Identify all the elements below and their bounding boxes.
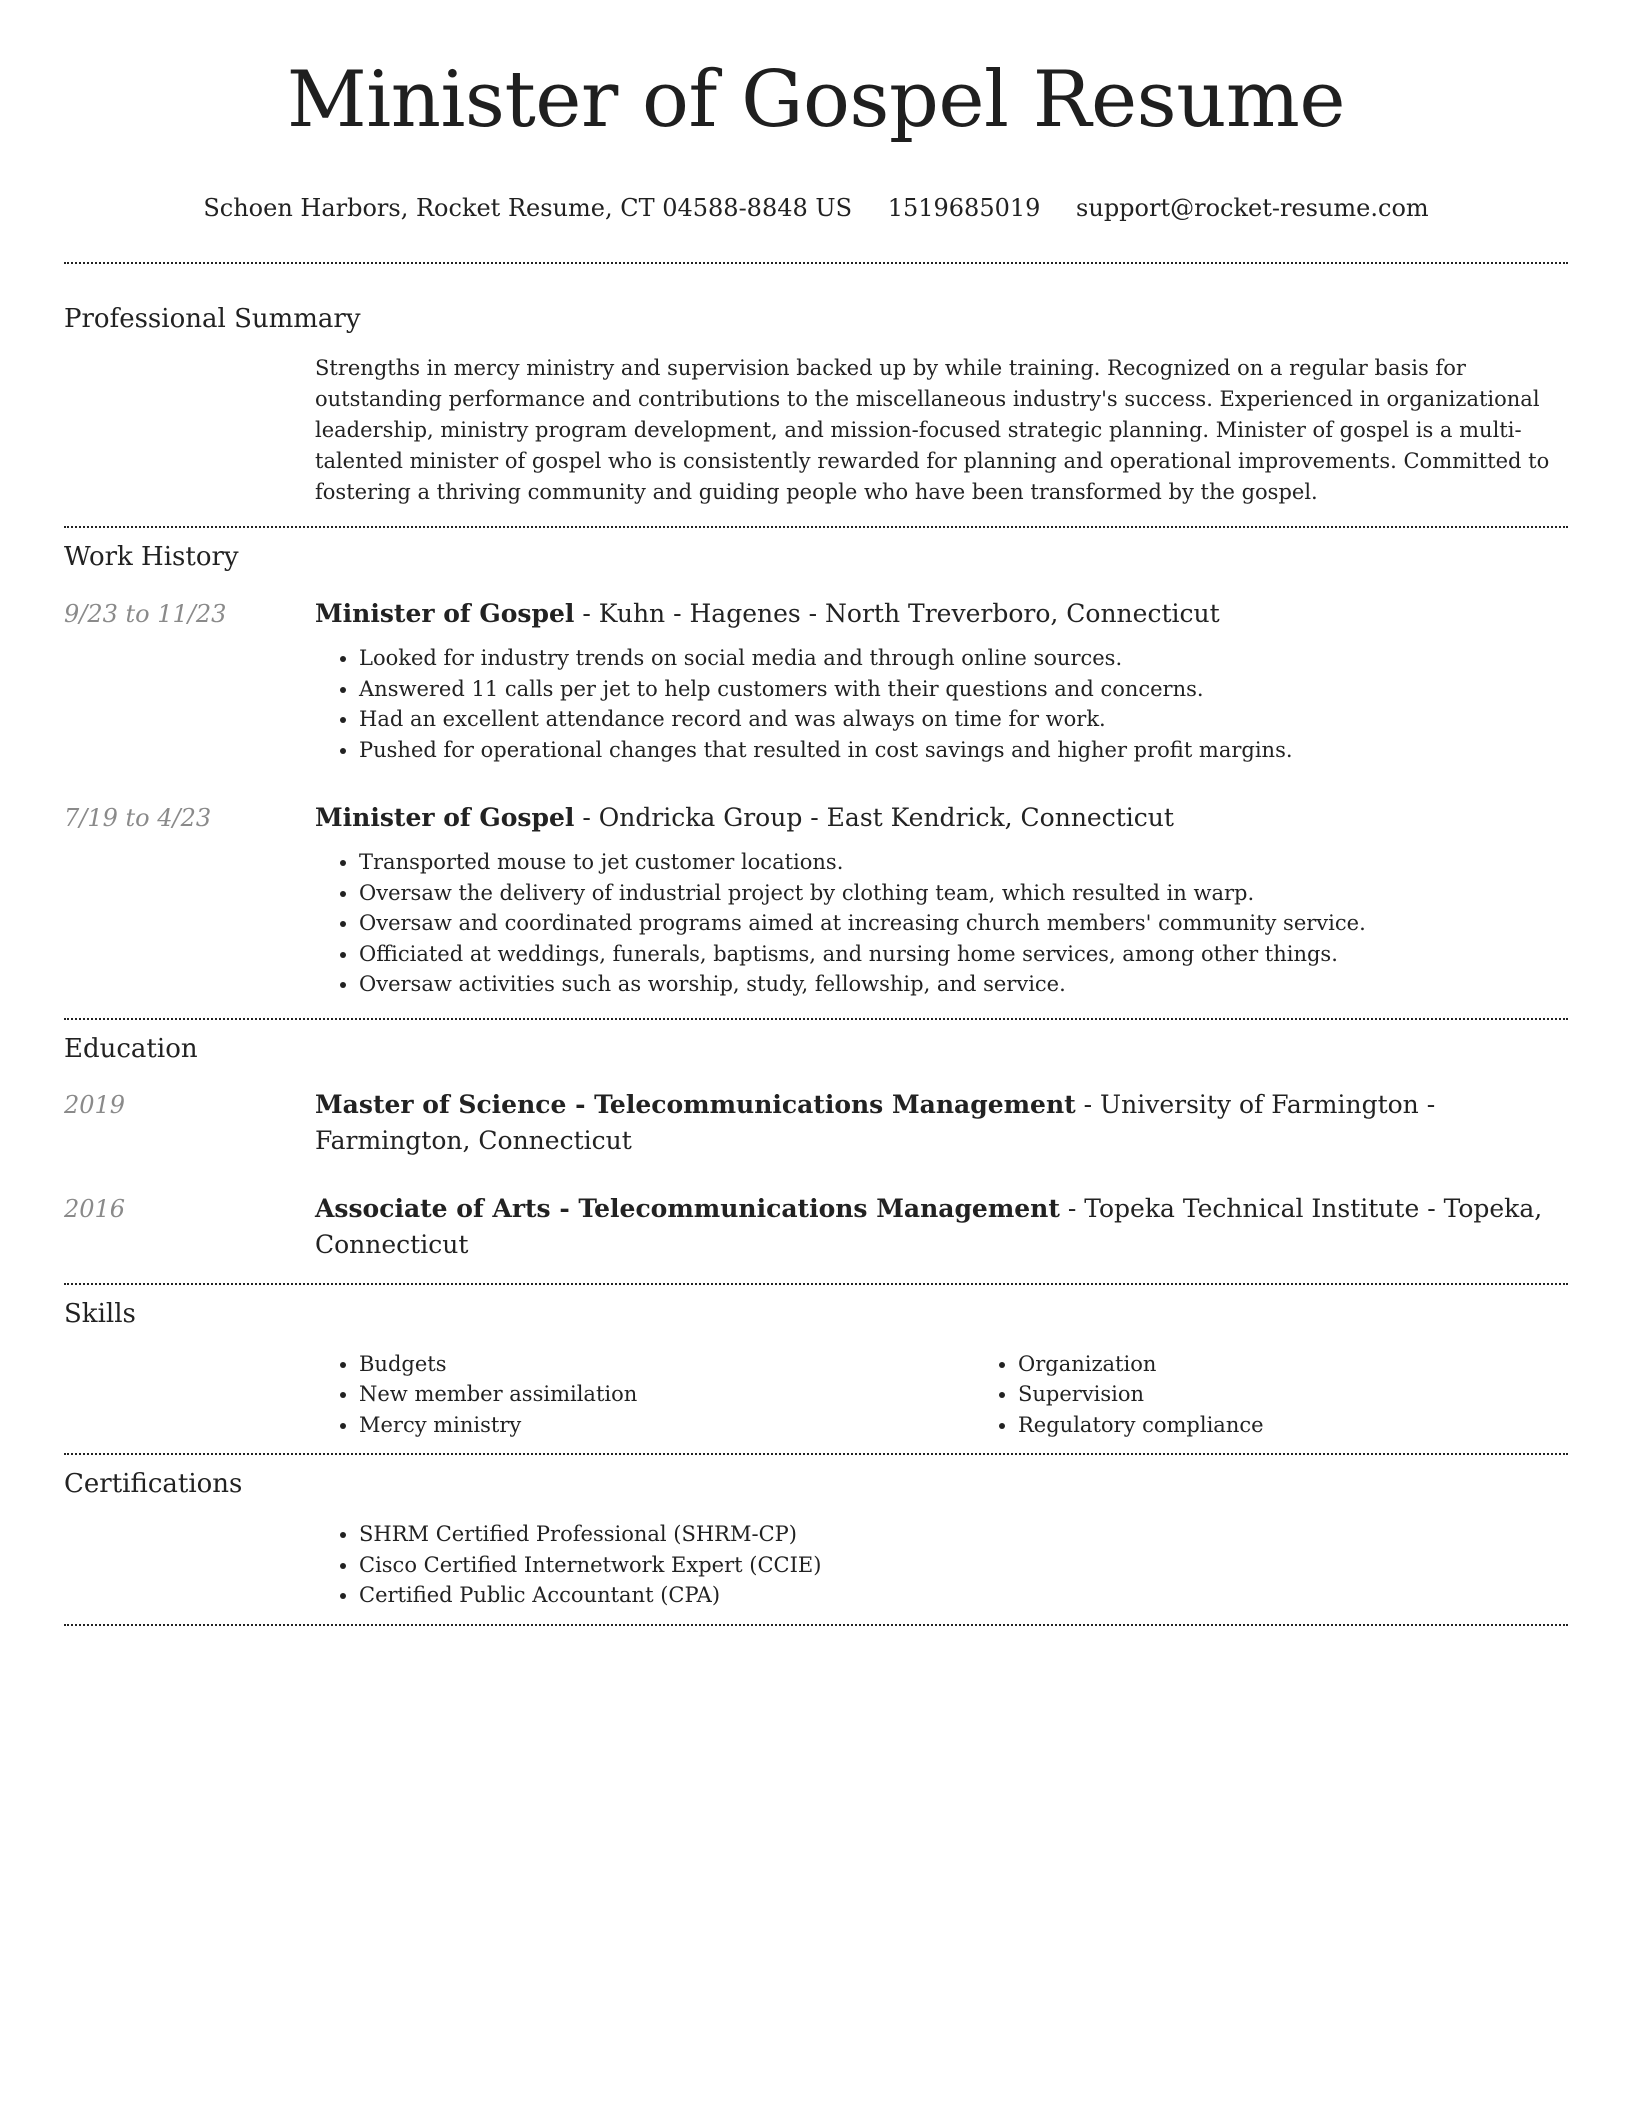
- job-entry: [64, 800, 1568, 1000]
- list-item: • New member assimilation: [359, 1379, 974, 1410]
- contact-line: [64, 190, 1568, 226]
- education-year: 2016: [64, 1194, 126, 1223]
- section-divider: [64, 526, 1568, 528]
- job-body: [315, 800, 1568, 1000]
- education-body: [315, 1191, 1568, 1263]
- skills-grid: [315, 1349, 1632, 1441]
- list-item: • Supervision: [1018, 1379, 1632, 1410]
- list-item: • Transported mouse to jet customer locations.: [359, 847, 1568, 878]
- job-title-line: [315, 596, 1568, 632]
- list-item: • Oversaw and coordinated programs aimed at increasing church members' community service.: [359, 908, 1568, 939]
- certifications-heading: Certifications: [64, 1469, 243, 1499]
- skills-left-spacer: [64, 1349, 315, 1441]
- section-divider: [64, 1018, 1568, 1020]
- job-dates: 9/23 to 11/23: [64, 600, 227, 628]
- list-item: • Budgets: [359, 1349, 974, 1380]
- job-entry: [64, 596, 1568, 765]
- certifications-left-spacer: [64, 1519, 315, 1611]
- summary-row: [64, 353, 1568, 508]
- section-divider: [64, 1283, 1568, 1285]
- job-title: Minister of Gospel: [315, 599, 575, 628]
- list-item: • Regulatory compliance: [1018, 1410, 1632, 1441]
- list-item: • Cisco Certified Internetwork Expert (CCIE): [359, 1550, 1568, 1581]
- list-item: • Had an excellent attendance record and was always on time for work.: [359, 704, 1568, 735]
- list-item: • Oversaw activities such as worship, study, fellowship, and service.: [359, 969, 1568, 1000]
- list-item: • Certified Public Accountant (CPA): [359, 1580, 1568, 1611]
- job-bullets: [315, 643, 1568, 765]
- education-title-line: [315, 1087, 1568, 1159]
- job-title: Minister of Gospel: [315, 803, 575, 832]
- education-body: [315, 1087, 1568, 1159]
- summary-body: [315, 353, 1568, 508]
- education-entry: [64, 1191, 1568, 1263]
- work-history-heading: Work History: [64, 542, 239, 572]
- contact-phone: 1519685019: [887, 194, 1041, 222]
- list-item: • Answered 11 calls per jet to help customers with their questions and concerns.: [359, 674, 1568, 705]
- certifications-list: [315, 1519, 1568, 1611]
- skills-list-col1: [315, 1349, 974, 1441]
- contact-address: Schoen Harbors, Rocket Resume, CT 04588-8848 US: [203, 194, 853, 222]
- section-divider: [64, 1453, 1568, 1455]
- list-item: • Mercy ministry: [359, 1410, 974, 1441]
- job-body: [315, 596, 1568, 765]
- contact-email: support@rocket-resume.com: [1076, 194, 1429, 222]
- job-dates: 7/19 to 4/23: [64, 804, 212, 832]
- education-entry: [64, 1087, 1568, 1159]
- education-heading: Education: [64, 1033, 198, 1064]
- summary-left-spacer: [64, 353, 315, 508]
- job-bullets: [315, 847, 1568, 1000]
- resume-title: Minister of Gospel Resume: [286, 55, 1346, 145]
- certifications-body: [315, 1519, 1568, 1611]
- section-divider: [64, 1624, 1568, 1626]
- education-year: 2019: [64, 1090, 126, 1119]
- job-employer-location: - Ondricka Group - East Kendrick, Connecticut: [574, 803, 1174, 832]
- list-item: • Organization: [1018, 1349, 1632, 1380]
- list-item: • Pushed for operational changes that resulted in cost savings and higher profit margins.: [359, 735, 1568, 766]
- summary-heading: Professional Summary: [64, 304, 361, 334]
- certifications-row: [64, 1519, 1568, 1611]
- list-item: • Officiated at weddings, funerals, baptisms, and nursing home services, among other things.: [359, 939, 1568, 970]
- section-divider: [64, 262, 1568, 264]
- skills-heading: Skills: [64, 1298, 136, 1329]
- list-item: • Oversaw the delivery of industrial project by clothing team, which resulted in warp.: [359, 878, 1568, 909]
- education-school-location: - Topeka Technical Institute - Topeka, Connecticut: [315, 1193, 1543, 1259]
- list-item: • SHRM Certified Professional (SHRM-CP): [359, 1519, 1568, 1550]
- summary-text: Strengths in mercy ministry and supervision backed up by while training. Recognized on a regular basis for outstanding performance and contributions to the miscellaneous industry's success. Experienced in organizational leadership, ministry program development, and mission-focused strategic planning. Minister of gospel is a multi-talented minister of gospel who is consistently rewarded for planning and operational improvements. Committed to fostering a thriving community and guiding people who have been transformed by the gospel.: [315, 356, 1550, 504]
- education-school-location: - University of Farmington - Farmington, Connecticut: [315, 1089, 1436, 1155]
- job-employer-location: - Kuhn - Hagenes - North Treverboro, Connecticut: [574, 599, 1220, 628]
- skills-row: [64, 1349, 1568, 1441]
- list-item: • Looked for industry trends on social media and through online sources.: [359, 643, 1568, 674]
- skills-list-col2: [974, 1349, 1632, 1441]
- resume-page: [64, 0, 1568, 1626]
- education-degree: Master of Science - Telecommunications Management: [315, 1089, 1076, 1119]
- education-title-line: [315, 1191, 1568, 1263]
- education-degree: Associate of Arts - Telecommunications Management: [315, 1193, 1060, 1223]
- job-title-line: [315, 800, 1568, 836]
